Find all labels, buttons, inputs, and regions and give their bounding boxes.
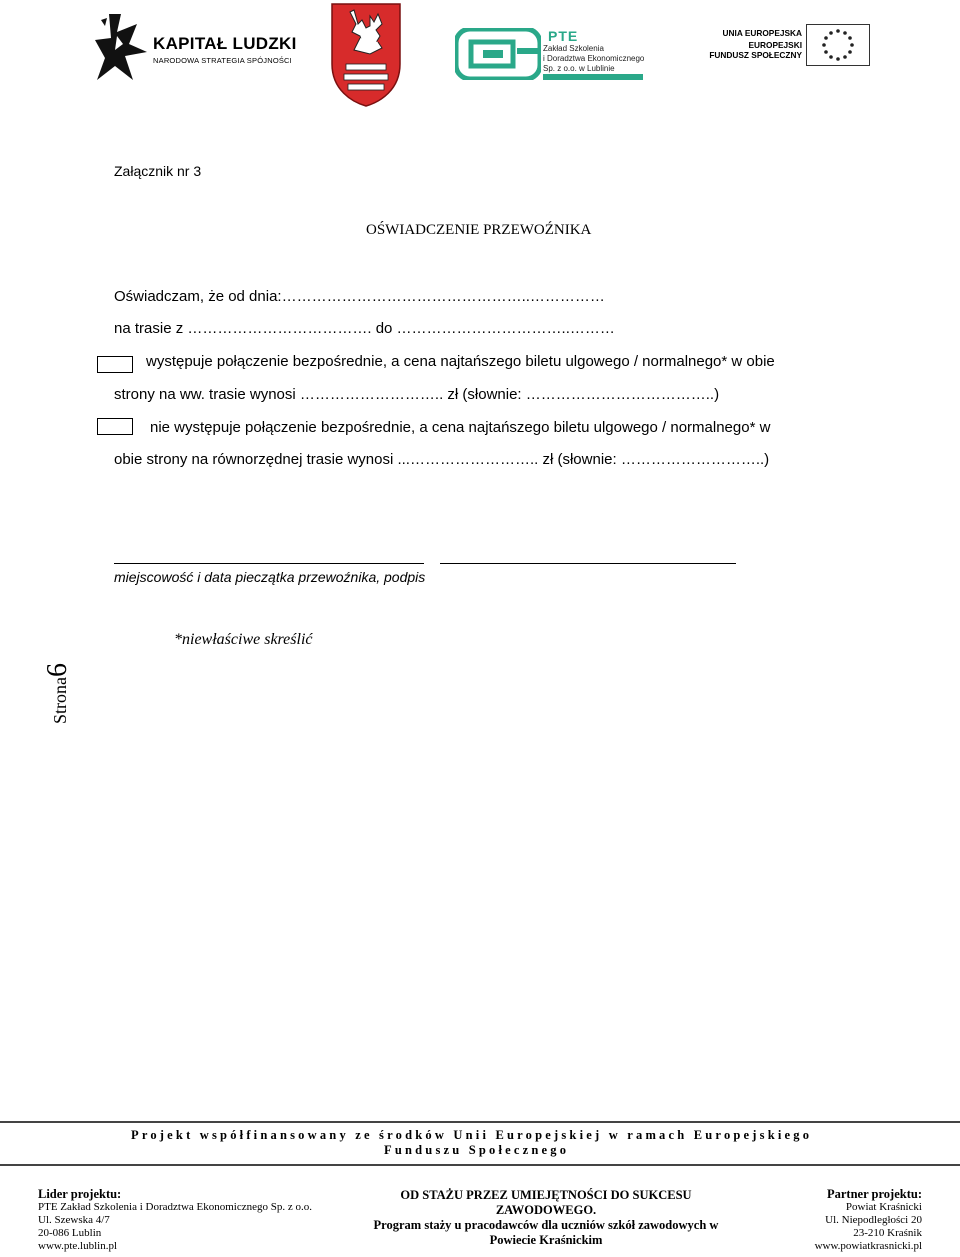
eu-logo bbox=[705, 24, 870, 70]
pte-line-2: i Doradztwa Ekonomicznego bbox=[543, 54, 645, 63]
center-line-2: ZAWODOWEGO. bbox=[495, 1203, 597, 1217]
center-line-3: Program staży u pracodawców dla uczniów szkół zawodowych w bbox=[373, 1218, 719, 1232]
footer-partner bbox=[815, 1188, 922, 1253]
footer-bottom-rule bbox=[0, 1164, 960, 1166]
powiat-crest-logo bbox=[330, 2, 402, 108]
page-word: Strona bbox=[50, 677, 70, 724]
footer-leader bbox=[38, 1188, 312, 1253]
eu-flag-icon bbox=[806, 24, 870, 66]
pte-underline bbox=[543, 74, 643, 80]
center-line-4: Powiecie Kraśnickim bbox=[489, 1233, 603, 1247]
option-indirect-text-2: obie strony na równorzędnej trasie wynosi ...…………………….. zł (słownie: ………………………..) bbox=[114, 451, 770, 468]
partner-label: Partner projektu: bbox=[826, 1187, 922, 1201]
partner-street: Ul. Niepodległości 20 bbox=[825, 1214, 922, 1226]
partner-city: 23-210 Kraśnik bbox=[853, 1227, 922, 1239]
footer-project-line-1: Projekt współfinansowany ze środków Unii Europejskiej w ramach Europejskiego bbox=[131, 1128, 813, 1142]
partner-name: Powiat Kraśnicki bbox=[845, 1201, 922, 1213]
route-line: na trasie z ………………………………. do ……………………………..……… bbox=[114, 320, 615, 337]
kapital-ludzki-logo bbox=[95, 14, 305, 84]
document-title: OŚWIADCZENIE PRZEWOŹNIKA bbox=[366, 222, 592, 238]
option-indirect-checkbox[interactable] bbox=[97, 418, 133, 435]
pte-name: PTE bbox=[548, 28, 579, 44]
pte-logo bbox=[455, 24, 645, 82]
leader-street: Ul. Szewska 4/7 bbox=[38, 1214, 110, 1226]
partner-www: www.powiatkrasnicki.pl bbox=[814, 1240, 922, 1252]
eu-line-1: UNIA EUROPEJSKA bbox=[722, 28, 802, 38]
signature-line-place-date bbox=[114, 563, 424, 564]
footer-project-line-2: Funduszu Społecznego bbox=[384, 1143, 570, 1157]
leader-name: PTE Zakład Szkolenia i Doradztwa Ekonomicznego Sp. z o.o. bbox=[38, 1201, 313, 1213]
footer-top-rule bbox=[0, 1121, 960, 1123]
eu-line-2: EUROPEJSKI bbox=[748, 40, 802, 50]
option-direct-text-1: występuje połączenie bezpośrednie, a cena najtańszego biletu ulgowego / normalnego* w obie bbox=[146, 353, 775, 370]
pte-line-1: Zakład Szkolenia bbox=[543, 44, 604, 53]
annex-label: Załącznik nr 3 bbox=[114, 163, 202, 179]
footnote: *niewłaściwe skreślić bbox=[174, 631, 313, 648]
center-line-1: OD STAŻU PRZEZ UMIEJĘTNOŚCI DO SUKCESU bbox=[400, 1188, 692, 1202]
page-number: 6 bbox=[42, 663, 73, 677]
option-direct-text-2: strony na ww. trasie wynosi ……………………….. zł (słownie: ………………………………..) bbox=[114, 386, 720, 403]
page-number-label bbox=[30, 640, 80, 730]
signature-caption: miejscowość i data pieczątka przewoźnika, podpis bbox=[114, 569, 426, 585]
crest-deer-icon bbox=[330, 2, 402, 108]
option-direct-checkbox[interactable] bbox=[97, 356, 133, 373]
option-indirect-text-1: nie występuje połączenie bezpośrednie, a cena najtańszego biletu ulgowego / normalnego* w bbox=[150, 419, 771, 436]
kapital-ludzki-title: KAPITAŁ LUDZKI bbox=[153, 34, 297, 53]
date-line: Oświadczam, że od dnia:…………………………………………..…………… bbox=[114, 288, 605, 305]
kapital-ludzki-emblem-icon bbox=[95, 14, 147, 80]
leader-city: 20-086 Lublin bbox=[38, 1227, 102, 1239]
leader-label: Lider projektu: bbox=[38, 1187, 122, 1201]
footer-center bbox=[356, 1188, 736, 1248]
leader-www: www.pte.lublin.pl bbox=[38, 1240, 118, 1252]
eu-line-3: FUNDUSZ SPOŁECZNY bbox=[709, 50, 802, 60]
signature-line-stamp bbox=[440, 563, 736, 564]
pte-emblem-icon bbox=[455, 28, 541, 80]
pte-line-3: Sp. z o.o. w Lublinie bbox=[543, 64, 615, 73]
kapital-ludzki-subtitle: NARODOWA STRATEGIA SPÓJNOŚCI bbox=[153, 56, 292, 65]
